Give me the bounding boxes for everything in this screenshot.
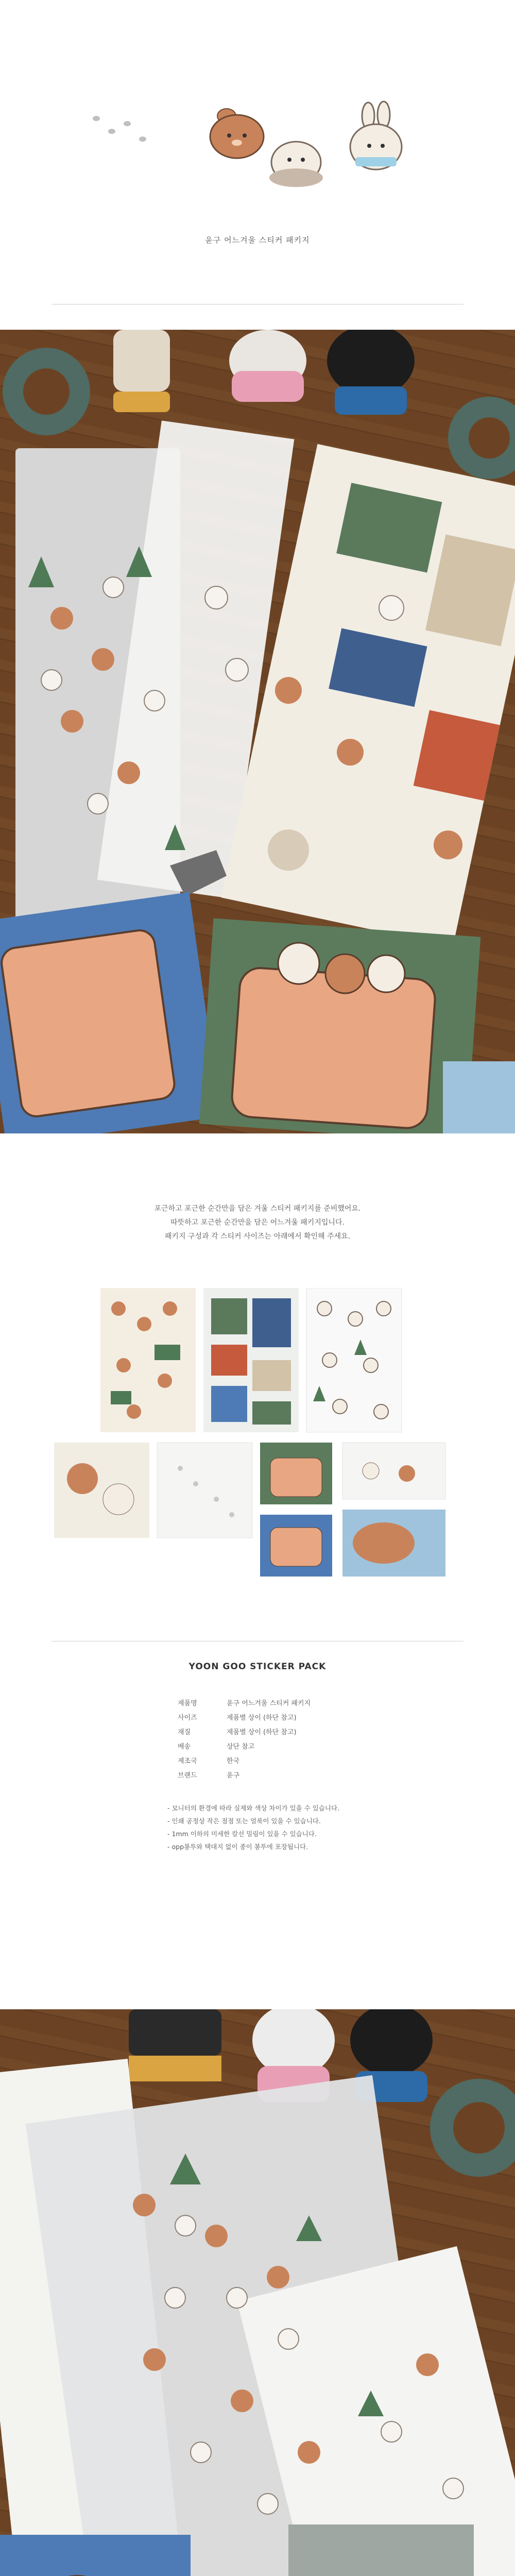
stamp-icon — [229, 330, 306, 402]
info-key: 배송 — [178, 1743, 191, 1751]
postcard-thumbnail — [260, 1443, 332, 1577]
info-value: 윤구 — [227, 1772, 240, 1780]
info-value: 윤구 어느겨울 스티커 패키지 — [227, 1700, 311, 1707]
postcard-thumbnail — [157, 1443, 252, 1538]
info-row — [178, 1726, 297, 1736]
cat-figure-icon — [327, 330, 415, 415]
notice-line: - 인쇄 공정상 작은 점점 또는 얼룩이 있을 수 있습니다. — [167, 1817, 321, 1825]
info-key: 제품명 — [178, 1700, 197, 1707]
postcard-blue — [0, 2535, 191, 2576]
info-row — [178, 1712, 297, 1722]
washi-tape-roll-icon — [430, 2079, 515, 2177]
bear-character-icon — [210, 109, 264, 158]
info-value: 제품별 상이 (하단 참고) — [227, 1728, 297, 1736]
info-key: 재질 — [178, 1728, 191, 1736]
product-photo-1 — [0, 330, 515, 1133]
description-section — [0, 1133, 515, 2009]
info-value: 제품별 상이 (하단 참고) — [227, 1714, 297, 1722]
info-value: 상단 참고 — [227, 1743, 255, 1751]
stamp-icon — [113, 330, 170, 412]
washi-tape-roll-icon — [3, 348, 90, 435]
charm-ball — [268, 829, 309, 871]
washi-tape-roll-icon — [448, 397, 515, 479]
bunny-character-icon — [269, 142, 323, 187]
sticker-sheet-thumbnail — [306, 1288, 402, 1432]
notice-line: - opp봉투와 택대지 없이 종이 봉투에 포장됩니다. — [167, 1843, 308, 1851]
info-key: 제조국 — [178, 1757, 197, 1765]
pack-title: YOON GOO STICKER PACK — [188, 1662, 327, 1672]
info-key: 사이즈 — [178, 1714, 197, 1722]
page-title: 윤구 어느겨울 스티커 패키지 — [205, 235, 310, 245]
info-value: 한국 — [227, 1757, 240, 1765]
info-row — [178, 1741, 254, 1751]
postcard-thumbnail — [342, 1443, 445, 1577]
product-photo-2 — [0, 2009, 515, 2576]
notice-line: - 1mm 이하의 미세한 칼선 밀림이 있을 수 있습니다. — [167, 1830, 317, 1838]
info-row — [178, 1755, 239, 1765]
header-section — [0, 0, 515, 330]
sticker-sheet-thumbnail — [100, 1288, 196, 1432]
stamp-icon — [129, 2009, 221, 2081]
postcard-thumbnail — [54, 1443, 149, 1538]
notice-line: - 모니터의 환경에 따라 실제와 색상 차이가 있을 수 있습니다. — [167, 1804, 340, 1812]
info-row — [178, 1698, 311, 1707]
description-line: 따뜻하고 포근한 순간만을 담은 어느겨울 패키지입니다. — [170, 1218, 345, 1227]
info-row — [178, 1770, 239, 1780]
description-line: 패키지 구성과 각 스티커 사이즈는 아래에서 확인해 주세요. — [164, 1232, 351, 1241]
mascot-illustration — [88, 100, 417, 204]
info-key: 브랜드 — [178, 1772, 197, 1780]
sticker-sheet-thumbnail — [203, 1288, 299, 1432]
bunny-skier-icon — [350, 101, 402, 170]
photo-print — [288, 2524, 474, 2576]
description-line: 포근하고 포근한 순간만을 담은 겨울 스티커 패키지를 준비했어요. — [154, 1205, 361, 1213]
postcard-small — [443, 1061, 515, 1133]
